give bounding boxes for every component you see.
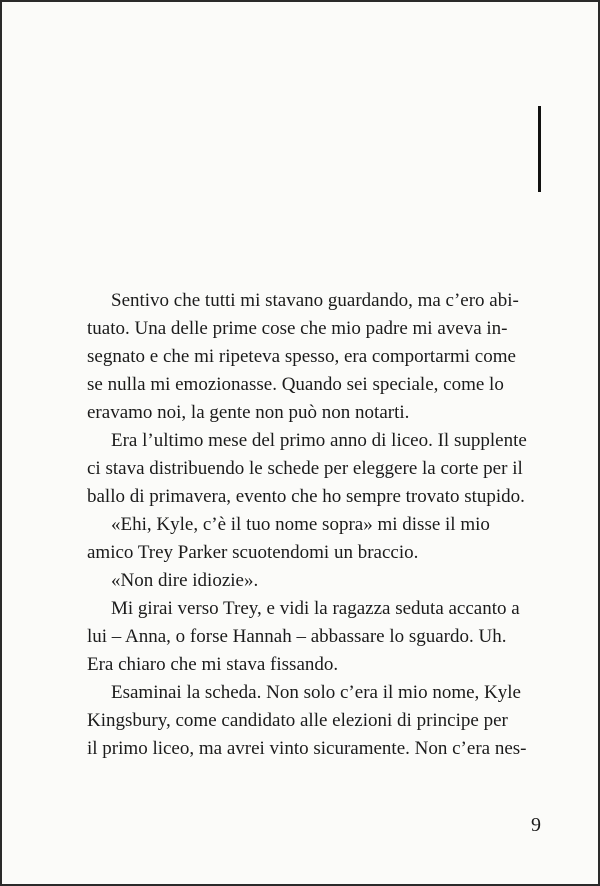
text-line: eravamo noi, la gente non può non notarti. [87,402,410,423]
text-line: segnato e che mi ripeteva spesso, era comportarmi come [87,346,516,367]
body-text [87,287,547,763]
paragraph [87,567,547,595]
text-line: lui – Anna, o forse Hannah – abbassare lo sguardo. Uh. [87,626,507,647]
text-line: Era chiaro che mi stava fissando. [87,654,339,675]
paragraph [87,427,547,511]
text-line: Era l’ultimo mese del primo anno di liceo. Il supplente [111,430,527,451]
text-line: amico Trey Parker scuotendomi un braccio. [87,542,419,563]
paragraph [87,679,547,763]
text-line: «Ehi, Kyle, c’è il tuo nome sopra» mi disse il mio [111,514,490,535]
paragraph [87,511,547,567]
text-line: Mi girai verso Trey, e vidi la ragazza seduta accanto a [111,598,520,619]
text-line: se nulla mi emozionasse. Quando sei speciale, come lo [87,374,504,395]
text-line: ballo di primavera, evento che ho sempre trovato stupido. [87,486,525,507]
chapter-marker-line [538,106,541,192]
text-line: il primo liceo, ma avrei vinto sicuramente. Non c’era nes- [87,738,527,759]
text-line: Esaminai la scheda. Non solo c’era il mio nome, Kyle [111,682,521,703]
paragraph [87,595,547,679]
paragraph [87,287,547,427]
text-line: Sentivo che tutti mi stavano guardando, ma c’ero abi- [111,290,519,311]
text-line: «Non dire idiozie». [111,570,259,591]
text-line: Kingsbury, come candidato alle elezioni di principe per [87,710,508,731]
text-line: ci stava distribuendo le schede per eleggere la corte per il [87,458,523,479]
text-line: tuato. Una delle prime cose che mio padre mi aveva in- [87,318,508,339]
page-number: 9 [531,814,541,836]
